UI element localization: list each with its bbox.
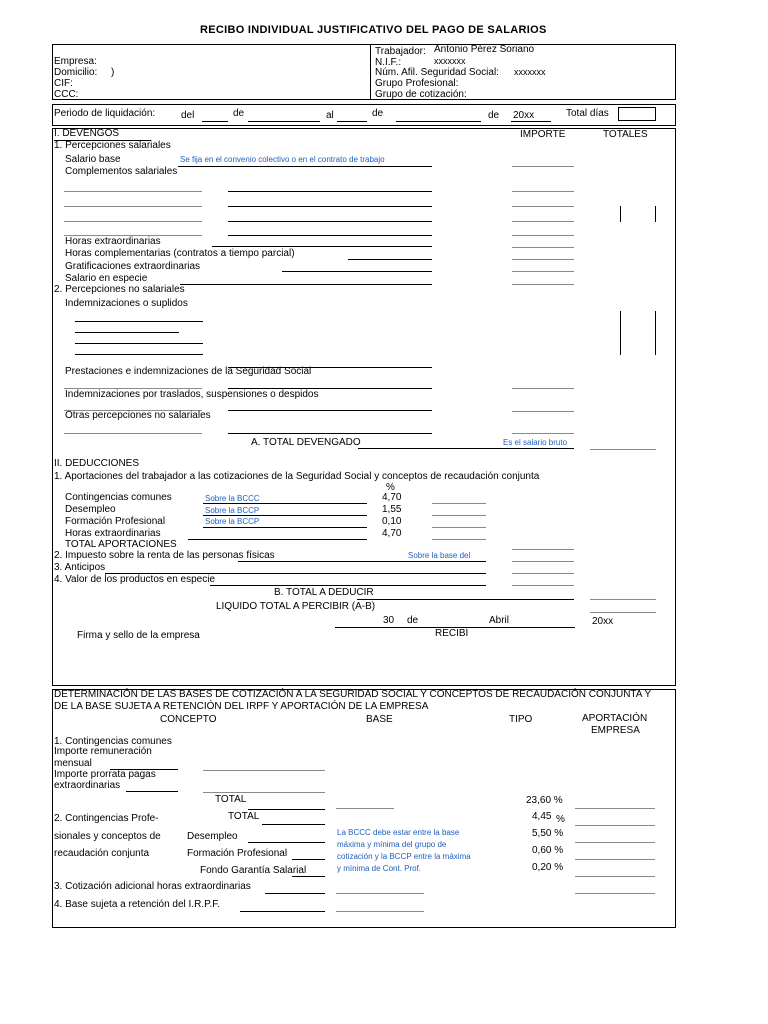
traslados-importe[interactable] xyxy=(512,411,574,412)
concepto-header: CONCEPTO xyxy=(160,714,217,725)
afil-label: Núm. Afil. Seguridad Social: xyxy=(375,67,499,78)
ded-row-note: Sobre la BCCP xyxy=(205,517,260,526)
irpf-bases-label: 4. Base sujeta a retención del I.R.P.F. xyxy=(54,899,221,910)
trabajador-value: Antonio Pérez Soriano xyxy=(434,44,535,55)
total-devengado-total[interactable] xyxy=(590,449,656,450)
date-month: Abril xyxy=(489,615,510,626)
ded-row-line[interactable] xyxy=(188,539,367,540)
horas-extra-bases-base[interactable] xyxy=(336,893,424,894)
total-aportaciones-importe[interactable] xyxy=(512,549,574,550)
totales-bracket-right-2 xyxy=(655,311,656,355)
bases-header-1: DETERMINACIÓN DE LAS BASES DE COTIZACIÓN A LA SEGURIDAD SOCIAL Y CONCEPTOS DE RECAUDACIÓN CONJUNTA Y xyxy=(54,689,652,700)
tipo1-aportacion[interactable] xyxy=(575,808,655,809)
cp1-label: 2. Contingencias Profe- xyxy=(54,813,159,824)
traslados-value-line[interactable] xyxy=(228,410,432,411)
bases-note-2: máxima y mínima del grupo de xyxy=(337,840,447,849)
tipo3-value: 5,50 % xyxy=(532,828,564,839)
nif-label: N.I.F.: xyxy=(375,57,402,68)
fondo-line[interactable] xyxy=(292,876,325,877)
complemento-value-line[interactable] xyxy=(228,221,432,222)
period-year-line xyxy=(511,121,551,122)
imp-rem-label: Importe remuneración xyxy=(54,746,152,757)
imp-pror-base[interactable] xyxy=(203,792,325,793)
deducciones-header: II. DEDUCCIONES xyxy=(54,458,140,469)
complemento-name-line[interactable] xyxy=(64,191,202,192)
totales-bracket-left-2 xyxy=(620,311,621,355)
especie-importe[interactable] xyxy=(512,585,574,586)
total-dias-label: Total días xyxy=(566,108,609,119)
salario-base-label: Salario base xyxy=(65,154,121,165)
complemento-importe[interactable] xyxy=(512,221,574,222)
page-title: RECIBO INDIVIDUAL JUSTIFICATIVO DEL PAGO DE SALARIOS xyxy=(200,24,547,36)
period-year: 20xx xyxy=(513,110,535,121)
indemnizacion-line[interactable] xyxy=(75,354,203,355)
horas-extra-bases-aportacion[interactable] xyxy=(575,893,655,894)
ccc-label: CCC: xyxy=(54,89,79,100)
imp-pror-line[interactable] xyxy=(126,791,178,792)
indemnizacion-line[interactable] xyxy=(75,332,179,333)
cp3-label: recaudación conjunta xyxy=(54,848,150,859)
salario-base-note: Se fija en el convenio colectivo o en el contrato de trabajo xyxy=(180,155,385,164)
salario-base-importe[interactable] xyxy=(512,166,574,167)
imp-pror-label: Importe prorrata pagas xyxy=(54,769,156,780)
otras-importe[interactable] xyxy=(512,433,574,434)
base-header: BASE xyxy=(366,714,393,725)
total2-label: TOTAL xyxy=(228,811,260,822)
firma-label: Firma y sello de la empresa xyxy=(77,630,200,641)
ded-row-label: Formación Profesional xyxy=(65,516,166,527)
empresa-header: EMPRESA xyxy=(591,725,640,736)
complementos-label: Complementos salariales xyxy=(65,166,178,177)
horas-comp-importe[interactable] xyxy=(512,259,574,260)
importe-header: IMPORTE xyxy=(520,129,566,140)
header-divider xyxy=(370,44,371,100)
indemnizacion-line[interactable] xyxy=(75,343,203,344)
imp-pror-label-2: extraordinarias xyxy=(54,780,121,791)
ded-row-importe[interactable] xyxy=(432,527,486,528)
ded-row-note: Sobre la BCCP xyxy=(205,506,260,515)
totales-header: TOTALES xyxy=(603,129,648,140)
total-aportaciones-label: TOTAL APORTACIONES xyxy=(65,539,177,550)
especie-label: 4. Valor de los productos en especie xyxy=(54,574,216,585)
domicilio-label: Domicilio: xyxy=(54,67,98,78)
grupo-profesional-label: Grupo Profesional: xyxy=(375,78,459,89)
domicilio-value: ) xyxy=(111,67,115,78)
ded-row-label: Desempleo xyxy=(65,504,116,515)
period-de3: de xyxy=(488,110,500,121)
irpf-note: Sobre la base del xyxy=(408,551,471,560)
total-deducir-total[interactable] xyxy=(590,599,656,600)
ded-row-pct: 4,70 xyxy=(382,528,402,539)
indemnizaciones-label: Indemnizaciones o suplidos xyxy=(65,298,188,309)
total1-label: TOTAL xyxy=(215,794,247,805)
header-box xyxy=(52,44,676,100)
date-de: de xyxy=(407,615,419,626)
aportaciones-label: 1. Aportaciones del trabajador a las cotizaciones de la Seguridad Social y conceptos de recaudación conjunta xyxy=(54,471,540,482)
ded-row-pct: 1,55 xyxy=(382,504,402,515)
tipo5-aportacion[interactable] xyxy=(575,876,655,877)
imp-rem-label-2: mensual xyxy=(54,758,92,769)
tipo4-value: 0,60 % xyxy=(532,845,564,856)
period-de1: de xyxy=(233,108,245,119)
recibi-label: RECIBÍ xyxy=(435,628,469,639)
desempleo-label: Desempleo xyxy=(187,831,238,842)
total-devengado-line[interactable] xyxy=(358,448,574,449)
total-dias-input[interactable] xyxy=(618,107,656,121)
total1-line[interactable] xyxy=(248,809,325,810)
complemento-name-line[interactable] xyxy=(64,206,202,207)
formacion-line[interactable] xyxy=(292,859,325,860)
complemento-name-line[interactable] xyxy=(64,221,202,222)
irpf-label: 2. Impuesto sobre la renta de las personas físicas xyxy=(54,550,275,561)
salario-especie-importe[interactable] xyxy=(512,284,574,285)
liquido-label: LIQUIDO TOTAL A PERCIBIR (A-B) xyxy=(216,601,376,612)
indemnizacion-line[interactable] xyxy=(75,321,203,322)
traslados-label: Indemnizaciones por traslados, suspensiones o despidos xyxy=(65,389,319,400)
tipo2-value: 4,45 xyxy=(532,811,552,822)
horas-comp-line[interactable] xyxy=(348,259,432,260)
salario-especie-line[interactable] xyxy=(180,284,432,285)
fondo-label: Fondo Garantía Salarial xyxy=(200,865,307,876)
period-label: Periodo de liquidación: xyxy=(54,108,156,119)
horas-extra-importe[interactable] xyxy=(512,247,574,248)
period-month-from-line[interactable] xyxy=(248,121,320,122)
grupo-cotizacion-label: Grupo de cotización: xyxy=(375,89,467,100)
date-day: 30 xyxy=(383,615,395,626)
totales-bracket-left xyxy=(620,206,621,222)
complemento-importe[interactable] xyxy=(512,191,574,192)
total-devengado-label: A. TOTAL DEVENGADO xyxy=(251,437,361,448)
gratificaciones-label: Gratificaciones extraordinarias xyxy=(65,261,201,272)
ded-row-pct: 4,70 xyxy=(382,492,402,503)
total-devengado-note: Es el salario bruto xyxy=(503,438,568,447)
ded-row-line[interactable] xyxy=(203,515,367,516)
gratificaciones-importe[interactable] xyxy=(512,271,574,272)
ded-row-importe[interactable] xyxy=(432,539,486,540)
tipo4-aportacion[interactable] xyxy=(575,859,655,860)
tipo2-pct: % xyxy=(556,814,565,825)
pct-header: % xyxy=(386,482,395,493)
horas-extra-bases-line[interactable] xyxy=(265,893,325,894)
horas-extra-label: Horas extraordinarias xyxy=(65,236,161,247)
prestaciones-label: Prestaciones e indemnizaciones de la Seguridad Social xyxy=(65,366,312,377)
aportacion-header: APORTACIÓN xyxy=(582,713,648,724)
period-day-from-line[interactable] xyxy=(202,121,228,122)
trabajador-label: Trabajador: xyxy=(375,46,426,57)
complemento-importe[interactable] xyxy=(512,206,574,207)
irpf-line[interactable] xyxy=(238,561,486,562)
irpf-importe[interactable] xyxy=(512,561,574,562)
afil-value: xxxxxxx xyxy=(514,67,546,77)
desempleo-line[interactable] xyxy=(248,842,325,843)
imp-rem-base[interactable] xyxy=(203,770,325,771)
irpf-bases-line[interactable] xyxy=(240,911,325,912)
complemento-value-line[interactable] xyxy=(228,191,432,192)
horas-comp-label: Horas complementarias (contratos a tiempo parcial) xyxy=(65,248,295,259)
date-year: 20xx xyxy=(592,616,614,627)
bases-header-2: DE LA BASE SUJETA A RETENCIÓN DEL IRPF Y APORTACIÓN DE LA EMPRESA xyxy=(54,701,429,712)
gratificaciones-line[interactable] xyxy=(282,271,432,272)
total-deducir-line[interactable] xyxy=(357,599,574,600)
period-de2: de xyxy=(372,108,384,119)
tipo1-value: 23,60 % xyxy=(526,795,563,806)
bases-note-3: cotización y la BCCP entre la máxima xyxy=(337,852,471,861)
ded-row-line[interactable] xyxy=(203,503,367,504)
anticipos-label: 3. Anticipos xyxy=(54,562,106,573)
ded-row-pct: 0,10 xyxy=(382,516,402,527)
horas-extra-bases-label: 3. Cotización adicional horas extraordinarias xyxy=(54,881,251,892)
otras-name-line[interactable] xyxy=(64,433,202,434)
complemento-importe[interactable] xyxy=(512,235,574,236)
ded-row-label: Horas extraordinarias xyxy=(65,528,161,539)
period-day-to-line[interactable] xyxy=(337,121,367,122)
perc-no-salariales-label: 2. Percepciones no salariales xyxy=(54,284,185,295)
cc-label: 1. Contingencias comunes xyxy=(54,736,172,747)
otras-label: Otras percepciones no salariales xyxy=(65,410,211,421)
formacion-label: Formación Profesional xyxy=(187,848,288,859)
horas-extra-line[interactable] xyxy=(212,246,432,247)
tipo3-aportacion[interactable] xyxy=(575,842,655,843)
devengos-header: I. DEVENGOS xyxy=(54,128,120,139)
irpf-bases-base[interactable] xyxy=(336,911,424,912)
prestaciones-importe[interactable] xyxy=(512,388,574,389)
bases-note-4: y mínima de Cont. Prof. xyxy=(337,864,422,873)
complemento-value-line[interactable] xyxy=(228,235,432,236)
ded-row-importe[interactable] xyxy=(432,515,486,516)
otras-value-line[interactable] xyxy=(228,433,432,434)
bases-note-1: La BCCC debe estar entre la base xyxy=(337,828,460,837)
ded-row-label: Contingencias comunes xyxy=(65,492,172,503)
total2-line[interactable] xyxy=(262,824,325,825)
totales-bracket-right xyxy=(655,206,656,222)
tipo2-aportacion[interactable] xyxy=(575,825,655,826)
total1-base[interactable] xyxy=(336,808,394,809)
tipo-header: TIPO xyxy=(509,714,533,725)
complemento-value-line[interactable] xyxy=(228,206,432,207)
tipo5-value: 0,20 % xyxy=(532,862,564,873)
nif-value: xxxxxxx xyxy=(434,56,466,66)
period-al: al xyxy=(326,110,334,121)
perc-salariales-label: 1. Percepciones salariales xyxy=(54,140,171,151)
ded-row-line[interactable] xyxy=(203,527,367,528)
ded-row-note: Sobre la BCCC xyxy=(205,494,260,503)
salario-especie-label: Salario en especie xyxy=(65,273,148,284)
liquido-total[interactable] xyxy=(590,612,656,613)
cif-label: CIF: xyxy=(54,78,73,89)
empresa-label: Empresa: xyxy=(54,56,97,67)
period-del: del xyxy=(181,110,195,121)
cp2-label: sionales y conceptos de xyxy=(54,831,161,842)
total-deducir-label: B. TOTAL A DEDUCIR xyxy=(274,587,374,598)
salario-base-line[interactable] xyxy=(178,166,432,167)
period-month-to-line[interactable] xyxy=(396,121,481,122)
anticipos-importe[interactable] xyxy=(512,573,574,574)
ded-row-importe[interactable] xyxy=(432,503,486,504)
especie-line[interactable] xyxy=(210,585,486,586)
